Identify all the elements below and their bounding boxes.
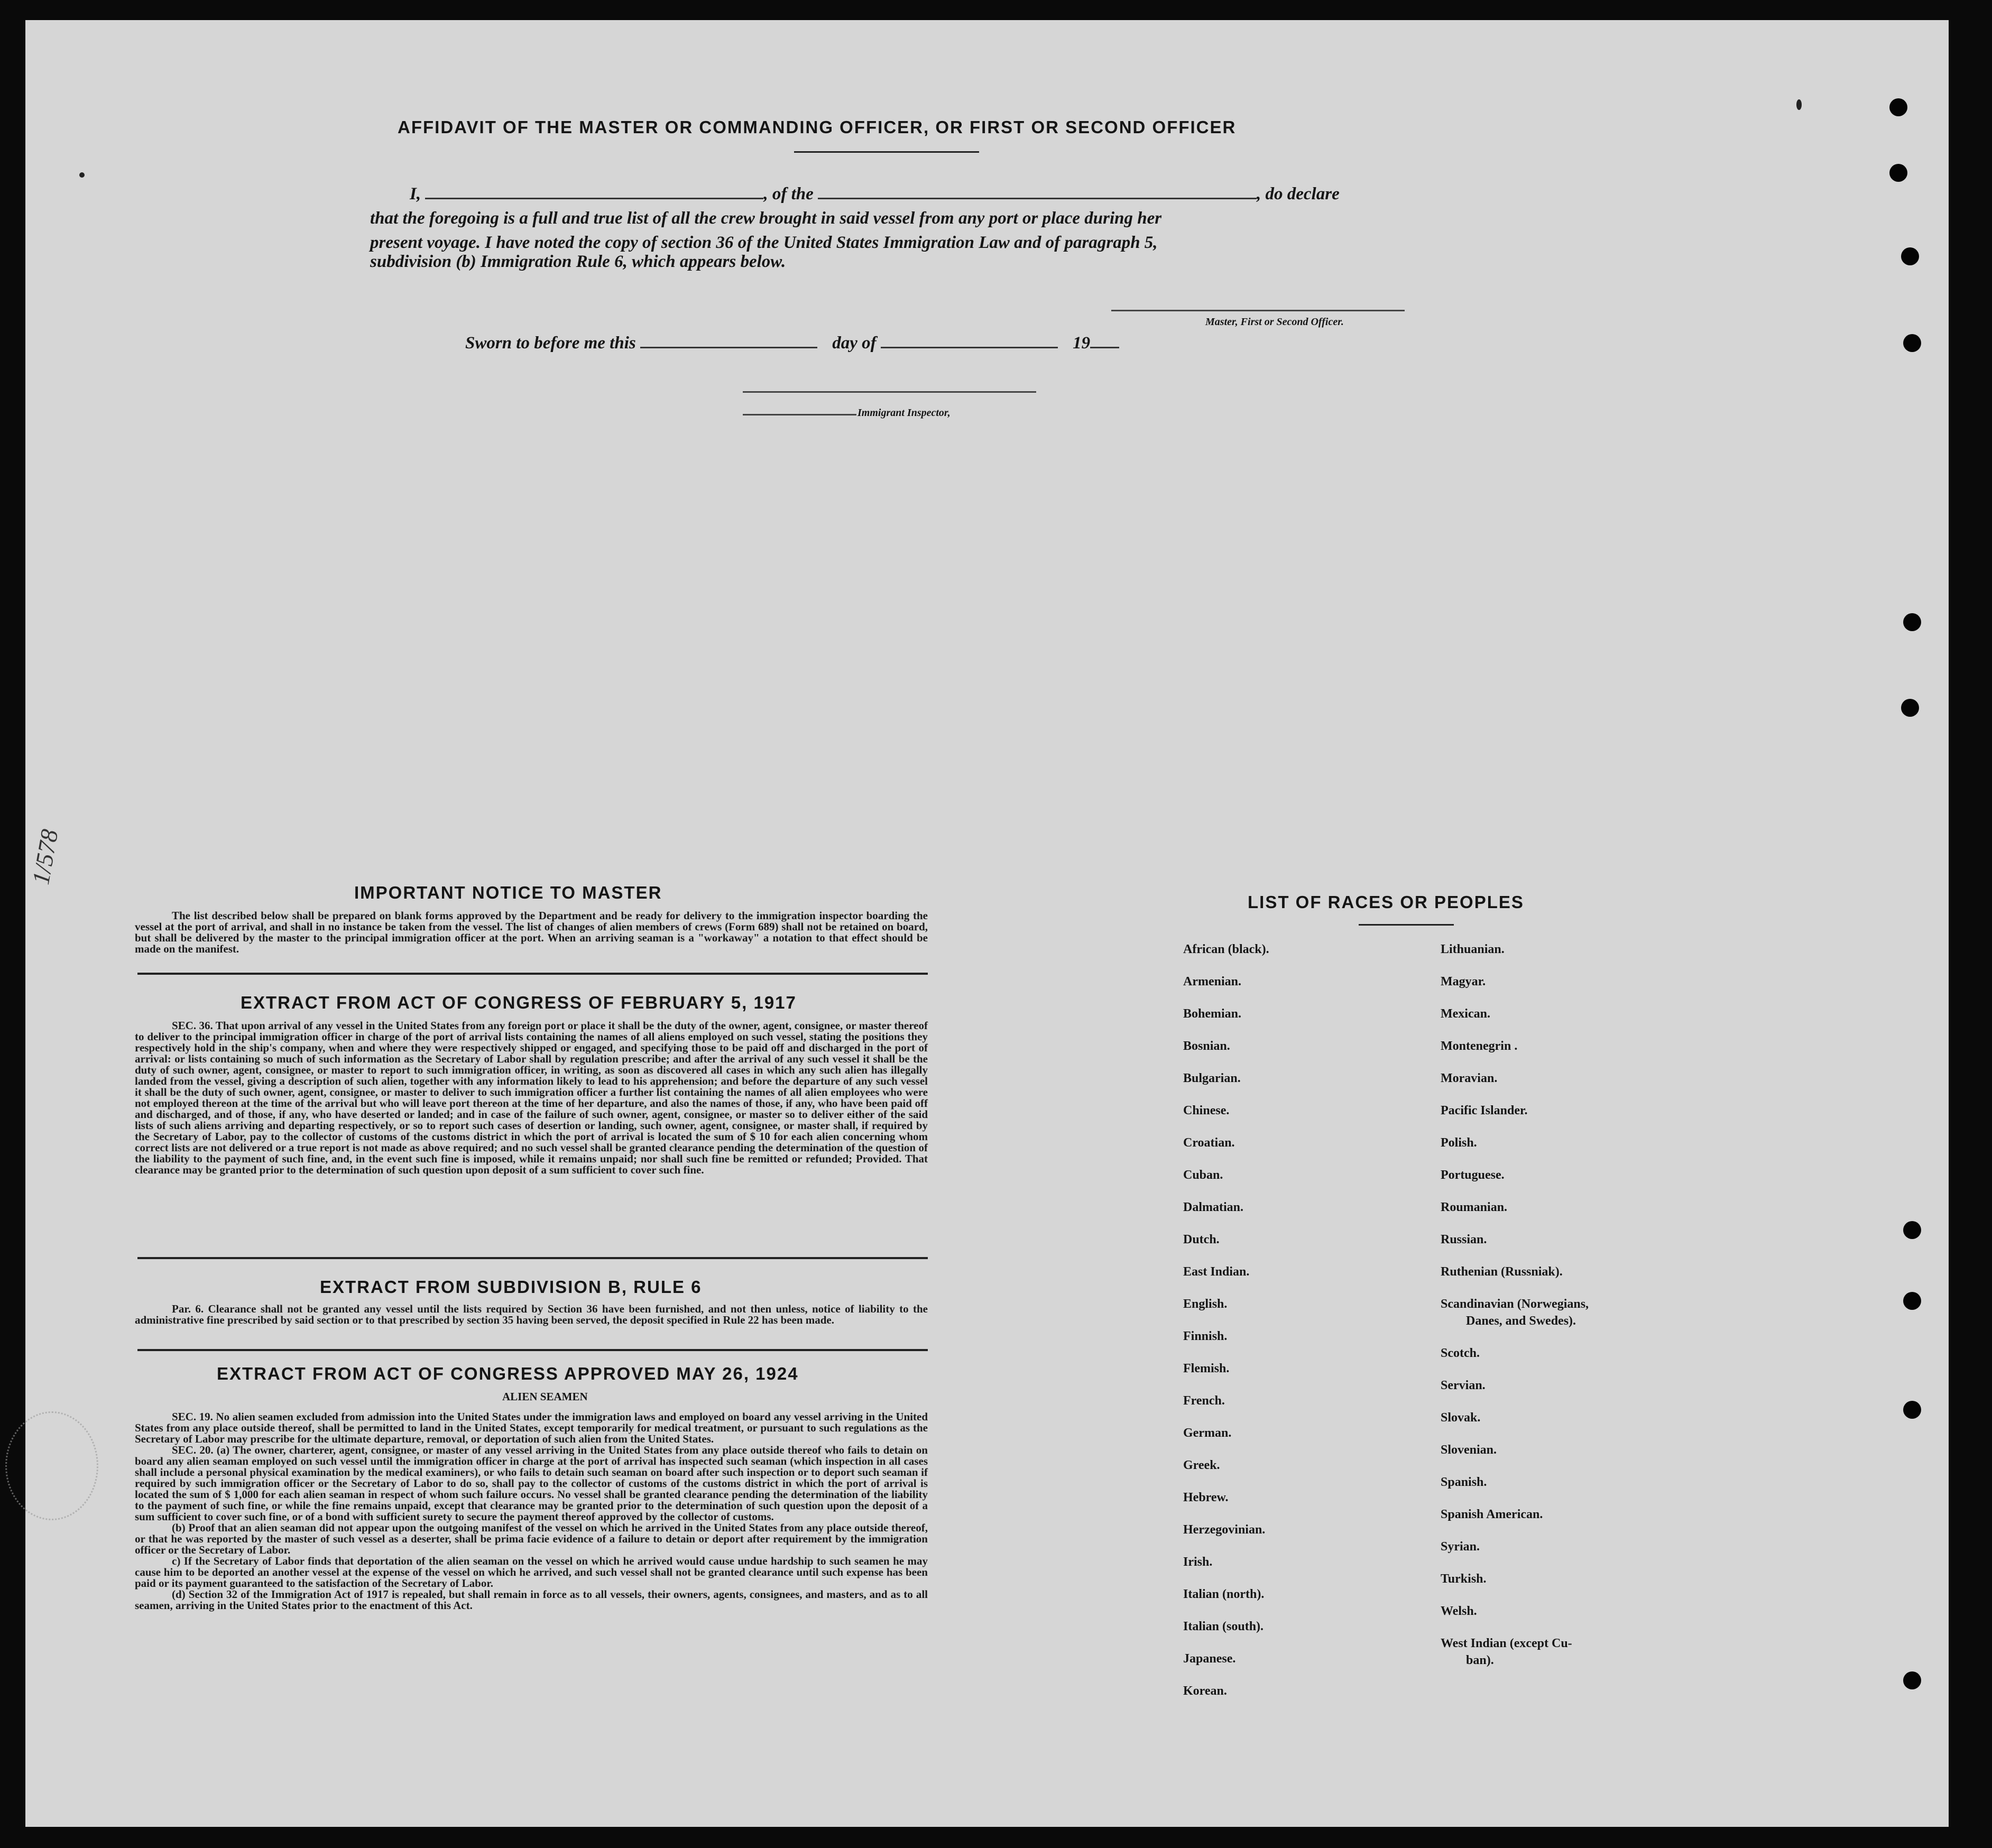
punch-hole <box>1903 334 1921 352</box>
notice-paragraph: The list described below shall be prepared on blank forms approved by the Department and be ready for delivery to the immigration inspector boarding the vessel at the port of arrival, and shall in no instance be taken from the vessel. The list of changes of alien members of crews (Form 689) shall not be retained on board, but shall be delivered by the master to the principal immigration officer at the port. When an arriving seaman is a "workaway" a notation to that effect should be made on the manifest. <box>135 909 928 955</box>
race-item: Mexican. <box>1441 1007 1490 1021</box>
sworn-prefix: Sworn to before me this <box>465 334 636 353</box>
notice-rule <box>137 973 928 975</box>
race-item: Roumanian. <box>1441 1200 1508 1214</box>
sec-19-paragraph: SEC. 19. No alien seamen excluded from admission into the United States under the immigration laws and employed on board any vessel arriving in the United States from any place outside thereof, shall be permitted to land in the United States, except temporarily for medical treatment, or pursuant to such regulations as the Secretary of Labor may prescribe for the ultimate departure, removal, or deportation of such alien from the United States. <box>135 1410 928 1445</box>
sworn-year-field[interactable] <box>1090 347 1119 348</box>
race-item: Ruthenian (Russniak). <box>1441 1265 1563 1279</box>
extract-1924-text <box>135 1411 928 1611</box>
race-item: Portuguese. <box>1441 1168 1505 1182</box>
race-item: Servian. <box>1441 1379 1486 1392</box>
declaration-of-the: , of the <box>763 184 814 204</box>
inspector-signature-line[interactable] <box>743 414 856 415</box>
race-item: English. <box>1183 1297 1228 1311</box>
punch-hole <box>1903 1401 1921 1419</box>
race-item: Flemish. <box>1183 1362 1230 1375</box>
race-item: African (black). <box>1183 943 1269 956</box>
ink-speck <box>1796 99 1802 110</box>
punch-hole <box>1903 1671 1921 1689</box>
declaration-line-1 <box>410 182 1340 206</box>
race-item: Irish. <box>1183 1555 1213 1569</box>
ink-speck <box>79 172 85 178</box>
vessel-name-field[interactable] <box>818 198 1257 199</box>
race-item: Dalmatian. <box>1183 1200 1243 1214</box>
race-item: Bohemian. <box>1183 1007 1242 1021</box>
extract-1924-title: EXTRACT FROM ACT OF CONGRESS APPROVED MAY 26, 1924 <box>217 1364 799 1383</box>
master-signature-label: Master, First or Second Officer. <box>1205 316 1344 328</box>
declaration-do-declare: , do declare <box>1257 184 1340 204</box>
race-item: Italian (south). <box>1183 1620 1264 1633</box>
title-rule <box>794 151 979 153</box>
race-item: Montenegrin . <box>1441 1039 1518 1053</box>
race-item: Greek. <box>1183 1458 1220 1472</box>
race-item: Hebrew. <box>1183 1491 1229 1504</box>
punch-hole <box>1889 98 1907 116</box>
sworn-day-field[interactable] <box>640 347 817 348</box>
declaration-line-2: that the foregoing is a full and true list of all the crew brought in said vessel from any port or place during her <box>370 209 1162 228</box>
race-item: German. <box>1183 1426 1232 1440</box>
race-item: Syrian. <box>1441 1540 1480 1554</box>
punch-hole <box>1903 613 1921 631</box>
punch-hole <box>1903 1221 1921 1239</box>
sec-20b-paragraph: (b) Proof that an alien seaman did not appear upon the outgoing manifest of the vessel on which he arrived in the United States from any place outside thereof, or that he was reported by the master of such vessel as a deserter, shall be prima facie evidence of a failure to detain or deport after requirement by the immigration officer or the Secretary of Labor. <box>135 1521 928 1556</box>
race-item: Finnish. <box>1183 1329 1228 1343</box>
declaration-line-4: subdivision (b) Immigration Rule 6, which appears below. <box>370 252 786 271</box>
race-item: Spanish American. <box>1441 1508 1543 1521</box>
punch-hole <box>1901 247 1919 265</box>
extract-1917-rule <box>137 1257 928 1259</box>
extract-rule6-rule <box>137 1349 928 1351</box>
sec-36-paragraph: SEC. 36. That upon arrival of any vessel in the United States from any foreign port or place it shall be the duty of the owner, agent, consignee, or master thereof to deliver to the principal immigration officer in charge of the port of arrival lists containing the names of all aliens employed on such vessel, stating the positions they respectively hold in the ship's company, when and where they were respectively shipped or engaged, and specifying those to be paid off and discharged in the port of arrival: or lists containing so much of such information as the Secretary of Labor shall by regulation prescribe; and after the arrival of any such vessel it shall be the duty of such owner, agent, consignee, or master to report to such immigration officer, in writing, as soon as discovered all cases in which any such alien has illegally landed from the vessel, giving a description of such alien, together with any information likely to lead to his apprehension; and before the departure of any such vessel it shall be the duty of such owner, agent, consignee, or master to deliver to such immigration officer a further list containing the names of all alien employees who were not employed thereon at the time of the arrival but who will leave port thereon at the time of her departure, and also the names of those, if any, who have been paid off and discharged, and of those, if any, who have deserted or landed; and in case of the failure of such owner, agent, consignee, or master so to deliver either of the said lists of such aliens arriving and departing respectively, or so to report such cases of desertion or landing, such owner, agent, consignee, or master shall, if required by the Secretary of Labor, pay to the collector of customs of the customs district in which the port of arrival is located the sum of $ 10 for each alien concerning whom correct lists are not delivered or a true report is not made as above required; and no such vessel shall be granted clearance pending the determination of the question of the liability to the payment of such fine, and, in the event such fine is imposed, while it remains unpaid; nor shall such fine be remitted or refunded; Provided. That clearance may be granted prior to the determination of such question upon deposit of a sum sufficient to cover such fine. <box>135 1019 928 1176</box>
race-item: Bosnian. <box>1183 1039 1230 1053</box>
race-item: Japanese. <box>1183 1652 1236 1666</box>
races-rule <box>1359 924 1454 926</box>
notice-text <box>135 910 928 955</box>
race-item: Polish. <box>1441 1136 1477 1150</box>
declaration-line-3: present voyage. I have noted the copy of section 36 of the United States Immigration Law and of paragraph 5, <box>370 233 1158 252</box>
race-item: Armenian. <box>1183 975 1241 988</box>
race-item: Scotch. <box>1441 1346 1480 1360</box>
race-item: Spanish. <box>1441 1475 1487 1489</box>
inspector-label: Immigrant Inspector, <box>857 407 951 419</box>
sec-20d-paragraph: (d) Section 32 of the Immigration Act of 1917 is repealed, but shall remain in force as to all vessels, their owners, agents, consignees, and masters, and as to all seamen, arriving in the United States prior to the enactment of this Act. <box>135 1588 928 1612</box>
margin-note: 1/578 <box>26 827 63 887</box>
sworn-year-label: 19 <box>1073 334 1091 353</box>
race-item: Moravian. <box>1441 1071 1498 1085</box>
race-item: Slovak. <box>1441 1411 1481 1425</box>
par-6-paragraph: Par. 6. Clearance shall not be granted any vessel until the lists required by Section 36 have been furnished, and not then unless, notice of liability to the administrative fine prescribed by said section or to that prescribed by section 35 having been served, the deposit specified in Rule 22 has been made. <box>135 1302 928 1326</box>
extract-rule6-title: EXTRACT FROM SUBDIVISION B, RULE 6 <box>320 1277 702 1297</box>
race-item: Cuban. <box>1183 1168 1223 1182</box>
race-item: Turkish. <box>1441 1572 1487 1586</box>
sec-20c-paragraph: c) If the Secretary of Labor finds that deportation of the alien seaman on the vessel on which he arrived would cause undue hardship to such seamen he may cause him to be deported an another vessel at the expense of the vessel on which he arrived, and such vessel shall not be granted clearance until such expense has been paid or its payment guaranteed to the satisfaction of the Secretary of Labor. <box>135 1555 928 1590</box>
alien-seamen-subtitle: ALIEN SEAMEN <box>502 1390 588 1403</box>
faded-stamp <box>5 1411 98 1520</box>
race-item: Korean. <box>1183 1684 1227 1698</box>
punch-hole <box>1889 164 1907 182</box>
race-item: Lithuanian. <box>1441 943 1505 956</box>
race-item: Italian (north). <box>1183 1587 1265 1601</box>
race-item: Magyar. <box>1441 975 1486 988</box>
races-title: LIST OF RACES OR PEOPLES <box>1248 892 1524 912</box>
race-item: Danes, and Swedes). <box>1466 1314 1576 1328</box>
affidavit-title: AFFIDAVIT OF THE MASTER OR COMMANDING OFFICER, OR FIRST OR SECOND OFFICER <box>398 117 1237 137</box>
sworn-month-field[interactable] <box>881 347 1058 348</box>
inspector-signature-line-top[interactable] <box>743 391 1036 393</box>
extract-rule6-text <box>135 1304 928 1326</box>
race-item: Welsh. <box>1441 1604 1477 1618</box>
race-item: French. <box>1183 1394 1225 1408</box>
declaration-i: I, <box>410 184 421 204</box>
extract-1917-title: EXTRACT FROM ACT OF CONGRESS OF FEBRUARY 5, 1917 <box>241 993 797 1012</box>
race-item: Pacific Islander. <box>1441 1104 1528 1117</box>
race-item: Russian. <box>1441 1233 1487 1246</box>
race-item: Bulgarian. <box>1183 1071 1241 1085</box>
sec-20a-paragraph: SEC. 20. (a) The owner, charterer, agent, consignee, or master of any vessel arriving in the United States from any place outside thereof who fails to detain on board any alien seaman employed on such vessel until the immigration officer in charge at the port of arrival has inspected such seaman (which inspection in all cases shall include a personal physical examination by the medical examiners), or who fails to detain such seaman on board after such inspection or to deport such seaman if required by such immigration officer or the Secretary of Labor to do so, shall pay to the collector of customs of the customs district in which the port of arrival is located the sum of $ 1,000 for each alien seaman in respect of whom such failure occurs. No vessel shall be granted clearance pending the determination of the liability to the payment of such fine, or while the fine remains unpaid, except that clearance may be granted prior to the determination of such question upon the deposit of a sum sufficient to cover such fine, or of a bond with sufficient surety to secure the payment thereof approved by the collector of customs. <box>135 1444 928 1523</box>
notice-title: IMPORTANT NOTICE TO MASTER <box>354 883 662 902</box>
sworn-day-label: day of <box>832 334 877 353</box>
sworn-line <box>465 331 1119 355</box>
extract-1917-text <box>135 1020 928 1176</box>
race-item: West Indian (except Cu- <box>1441 1637 1572 1650</box>
master-signature-line[interactable] <box>1111 310 1405 311</box>
race-item: Scandinavian (Norwegians, <box>1441 1297 1589 1311</box>
race-item: East Indian. <box>1183 1265 1250 1279</box>
master-name-field[interactable] <box>425 198 763 199</box>
race-item: Chinese. <box>1183 1104 1230 1117</box>
race-item: Croatian. <box>1183 1136 1235 1150</box>
race-item: Herzegovinian. <box>1183 1523 1266 1537</box>
race-item: ban). <box>1466 1653 1494 1667</box>
punch-hole <box>1901 699 1919 717</box>
race-item: Dutch. <box>1183 1233 1220 1246</box>
punch-hole <box>1903 1292 1921 1310</box>
race-item: Slovenian. <box>1441 1443 1497 1457</box>
